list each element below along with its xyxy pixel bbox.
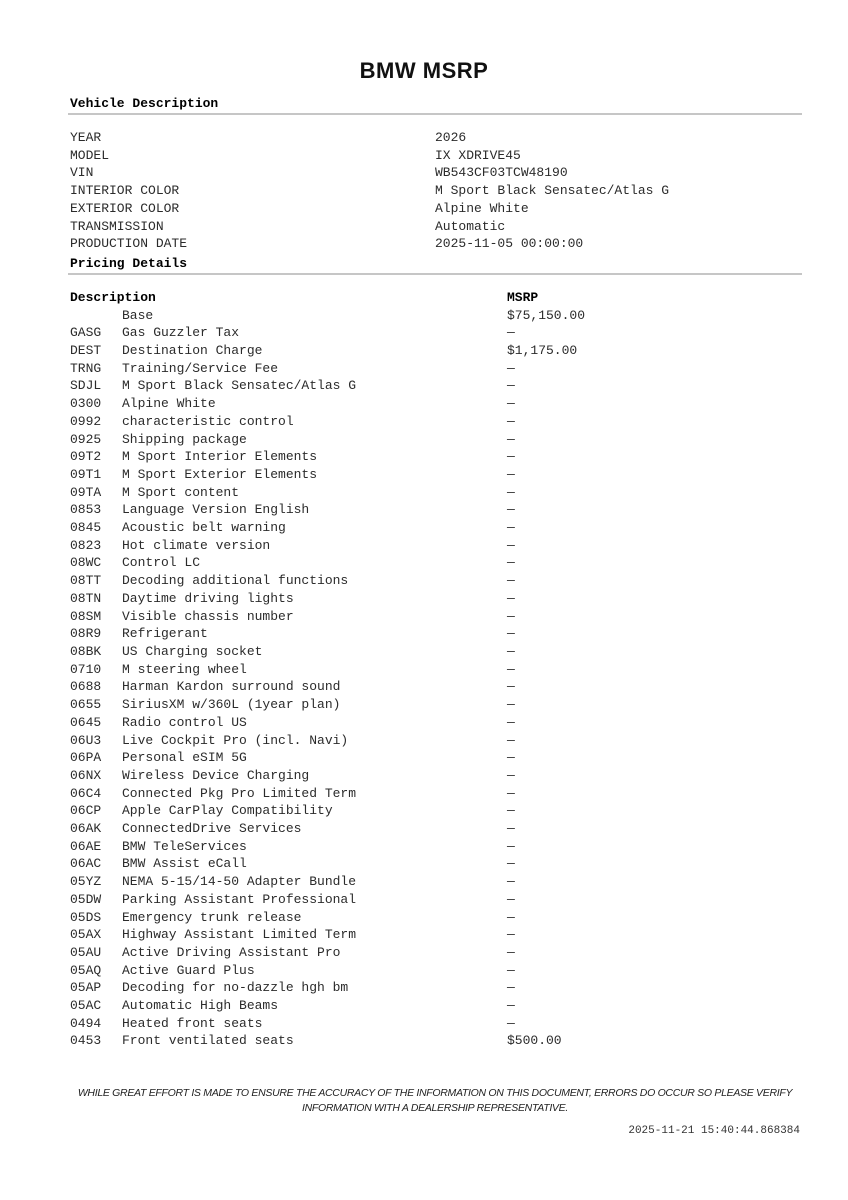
table-row — [68, 767, 802, 785]
vehicle-field-label: MODEL — [70, 147, 110, 163]
option-description: M Sport Interior Elements — [122, 449, 318, 465]
option-code: 08WC — [70, 555, 102, 571]
option-msrp: — — [507, 537, 515, 553]
vehicle-field-label: TRANSMISSION — [70, 218, 164, 234]
option-code: 09TA — [70, 484, 102, 500]
vehicle-field-row — [68, 147, 802, 165]
option-code: 0453 — [70, 1033, 102, 1049]
option-msrp: — — [507, 732, 515, 748]
option-code: 0845 — [70, 520, 102, 536]
option-msrp: — — [507, 502, 515, 518]
option-msrp: — — [507, 980, 515, 996]
option-description: Live Cockpit Pro (incl. Navi) — [122, 732, 349, 748]
option-msrp: — — [507, 325, 515, 341]
option-description: M Sport Black Sensatec/Atlas G — [122, 378, 357, 394]
option-description: Apple CarPlay Compatibility — [122, 803, 333, 819]
table-row — [68, 1032, 802, 1050]
vehicle-field-value: Alpine White — [435, 200, 529, 216]
option-msrp: $500.00 — [507, 1033, 562, 1049]
option-description: Front ventilated seats — [122, 1033, 294, 1049]
option-description: BMW TeleServices — [122, 838, 247, 854]
option-description: US Charging socket — [122, 643, 263, 659]
vehicle-field-label: PRODUCTION DATE — [70, 236, 188, 252]
option-code: 05AQ — [70, 962, 102, 978]
option-msrp: — — [507, 927, 515, 943]
option-msrp: — — [507, 520, 515, 536]
option-code: 0300 — [70, 396, 102, 412]
option-description: Gas Guzzler Tax — [122, 325, 240, 341]
option-description: NEMA 5-15/14-50 Adapter Bundle — [122, 874, 357, 890]
option-code: DEST — [70, 343, 102, 359]
option-code: 0688 — [70, 679, 102, 695]
table-row — [68, 342, 802, 360]
option-msrp: — — [507, 396, 515, 412]
vehicle-field-value: Automatic — [435, 218, 506, 234]
option-code: 06PA — [70, 750, 102, 766]
table-row — [68, 377, 802, 395]
vehicle-field-value: WB543CF03TCW48190 — [435, 165, 568, 181]
option-description: Decoding additional functions — [122, 573, 349, 589]
column-header-description: Description — [70, 289, 156, 305]
option-msrp: $1,175.00 — [507, 343, 578, 359]
table-row — [68, 484, 802, 502]
option-description: Refrigerant — [122, 626, 208, 642]
option-msrp: — — [507, 378, 515, 394]
vehicle-field-label: INTERIOR COLOR — [70, 183, 180, 199]
table-row — [68, 448, 802, 466]
table-row — [68, 944, 802, 962]
vehicle-field-value: IX XDRIVE45 — [435, 147, 521, 163]
option-code: 09T2 — [70, 449, 102, 465]
vehicle-field-value: 2026 — [435, 130, 467, 145]
option-msrp: — — [507, 484, 515, 500]
option-code: 09T1 — [70, 466, 102, 482]
table-row — [68, 926, 802, 944]
option-description: Decoding for no-dazzle hgh bm — [122, 980, 349, 996]
option-msrp: — — [507, 608, 515, 624]
table-row — [68, 307, 802, 325]
table-row — [68, 997, 802, 1015]
table-row — [68, 360, 802, 378]
table-row — [68, 820, 802, 838]
option-msrp: — — [507, 697, 515, 713]
option-msrp: — — [507, 838, 515, 854]
table-row — [68, 413, 802, 431]
option-msrp: — — [507, 874, 515, 890]
table-row — [68, 501, 802, 519]
option-msrp: — — [507, 891, 515, 907]
table-row — [68, 714, 802, 732]
vehicle-field-row — [68, 182, 802, 200]
option-description: characteristic control — [122, 413, 294, 429]
option-code: SDJL — [70, 378, 102, 394]
vehicle-field-row — [68, 200, 802, 218]
option-code: 06AE — [70, 838, 102, 854]
option-description: Alpine White — [122, 396, 216, 412]
table-row — [68, 696, 802, 714]
option-code: 05AU — [70, 944, 102, 960]
pricing-table-header — [68, 289, 802, 307]
table-row — [68, 802, 802, 820]
option-description: Shipping package — [122, 431, 247, 447]
option-description: Hot climate version — [122, 537, 271, 553]
page-title: BMW MSRP — [359, 58, 489, 83]
option-msrp: — — [507, 785, 515, 801]
option-msrp: — — [507, 626, 515, 642]
option-description: Acoustic belt warning — [122, 520, 286, 536]
option-description: Harman Kardon surround sound — [122, 679, 341, 695]
option-code: 08TT — [70, 573, 102, 589]
option-description: Parking Assistant Professional — [122, 891, 357, 907]
option-description: ConnectedDrive Services — [122, 821, 302, 837]
vehicle-field-row — [68, 235, 802, 253]
option-msrp: — — [507, 998, 515, 1014]
option-code: 05YZ — [70, 874, 102, 890]
option-msrp: — — [507, 661, 515, 677]
option-code: 08BK — [70, 643, 102, 659]
vehicle-field-value: 2025-11-05 00:00:00 — [435, 236, 584, 252]
table-row — [68, 590, 802, 608]
option-code: 0710 — [70, 661, 102, 677]
vehicle-field-row — [68, 129, 802, 147]
table-row — [68, 554, 802, 572]
disclaimer-text: WHILE GREAT EFFORT IS MADE TO ENSURE THE ACCURACY OF THE INFORMATION ON THIS DOCUMENT, ERRORS DO OCCUR SO PLEASE VERIFY INFORMATION WITH A DEALERSHIP REPRESENTATIVE. — [77, 1087, 793, 1115]
option-msrp: — — [507, 750, 515, 766]
option-code: 0823 — [70, 537, 102, 553]
option-code: 05AC — [70, 998, 102, 1014]
option-code: 0655 — [70, 697, 102, 713]
table-row — [68, 962, 802, 980]
table-row — [68, 749, 802, 767]
vehicle-description-fields — [68, 115, 802, 253]
vehicle-field-label: YEAR — [70, 130, 102, 145]
option-code — [70, 307, 122, 325]
option-code: 0853 — [70, 502, 102, 518]
option-msrp: — — [507, 944, 515, 960]
table-row — [68, 785, 802, 803]
option-description: M steering wheel — [122, 661, 247, 677]
option-msrp: — — [507, 821, 515, 837]
option-msrp: — — [507, 767, 515, 783]
option-code: 05DW — [70, 891, 102, 907]
pricing-details-heading: Pricing Details — [68, 255, 802, 275]
vehicle-field-value: M Sport Black Sensatec/Atlas G — [435, 183, 670, 199]
option-description: Personal eSIM 5G — [122, 750, 247, 766]
option-msrp: — — [507, 856, 515, 872]
option-code: 06U3 — [70, 732, 102, 748]
option-description: Visible chassis number — [122, 608, 294, 624]
option-description: Base — [122, 307, 154, 323]
vehicle-description-heading: Vehicle Description — [68, 95, 802, 115]
table-row — [68, 855, 802, 873]
option-description: Highway Assistant Limited Term — [122, 927, 357, 943]
option-msrp: — — [507, 1015, 515, 1031]
option-msrp: — — [507, 573, 515, 589]
table-row — [68, 572, 802, 590]
table-row — [68, 732, 802, 750]
option-code: 0645 — [70, 714, 102, 730]
option-description: Training/Service Fee — [122, 360, 279, 376]
option-code: 08R9 — [70, 626, 102, 642]
option-code: 05AP — [70, 980, 102, 996]
option-code: 08SM — [70, 608, 102, 624]
option-code: GASG — [70, 325, 102, 341]
option-msrp: — — [507, 803, 515, 819]
document-content — [68, 95, 802, 1137]
option-code: 06AC — [70, 856, 102, 872]
table-row — [68, 1015, 802, 1033]
option-msrp: — — [507, 909, 515, 925]
option-msrp: — — [507, 466, 515, 482]
option-description: Active Driving Assistant Pro — [122, 944, 341, 960]
option-msrp: — — [507, 679, 515, 695]
option-description: M Sport content — [122, 484, 240, 500]
option-description: SiriusXM w/360L (1year plan) — [122, 697, 341, 713]
option-description: Heated front seats — [122, 1015, 263, 1031]
option-description: Connected Pkg Pro Limited Term — [122, 785, 357, 801]
table-row — [68, 873, 802, 891]
option-description: Emergency trunk release — [122, 909, 302, 925]
table-row — [68, 537, 802, 555]
table-row — [68, 661, 802, 679]
option-code: 08TN — [70, 590, 102, 606]
option-msrp: — — [507, 449, 515, 465]
table-row — [68, 891, 802, 909]
table-row — [68, 324, 802, 342]
table-row — [68, 909, 802, 927]
option-msrp: — — [507, 962, 515, 978]
option-description: M Sport Exterior Elements — [122, 466, 318, 482]
table-row — [68, 678, 802, 696]
option-description: BMW Assist eCall — [122, 856, 247, 872]
option-description: Automatic High Beams — [122, 998, 279, 1014]
vehicle-field-row — [68, 164, 802, 182]
option-msrp: $75,150.00 — [507, 307, 586, 323]
table-row — [68, 519, 802, 537]
option-msrp: — — [507, 360, 515, 376]
option-code: 0925 — [70, 431, 102, 447]
option-description: Radio control US — [122, 714, 247, 730]
option-code: 06CP — [70, 803, 102, 819]
table-row — [68, 466, 802, 484]
option-code: 06AK — [70, 821, 102, 837]
vehicle-field-row — [68, 218, 802, 236]
generated-timestamp: 2025-11-21 15:40:44.868384 — [628, 1125, 800, 1138]
table-row — [68, 395, 802, 413]
option-description: Wireless Device Charging — [122, 767, 310, 783]
option-msrp: — — [507, 714, 515, 730]
table-row — [68, 979, 802, 997]
option-msrp: — — [507, 431, 515, 447]
option-code: 0494 — [70, 1015, 102, 1031]
option-description: Destination Charge — [122, 343, 263, 359]
vehicle-field-label: VIN — [70, 165, 94, 181]
table-row — [68, 643, 802, 661]
option-description: Language Version English — [122, 502, 310, 518]
column-header-msrp: MSRP — [507, 289, 539, 305]
option-description: Active Guard Plus — [122, 962, 255, 978]
table-row — [68, 608, 802, 626]
table-row — [68, 838, 802, 856]
option-code: 0992 — [70, 413, 102, 429]
option-msrp: — — [507, 643, 515, 659]
option-code: TRNG — [70, 360, 102, 376]
option-code: 05DS — [70, 909, 102, 925]
option-description: Control LC — [122, 555, 201, 571]
vehicle-field-label: EXTERIOR COLOR — [70, 200, 180, 216]
option-msrp: — — [507, 413, 515, 429]
option-code: 06C4 — [70, 785, 102, 801]
option-code: 06NX — [70, 767, 102, 783]
option-code: 05AX — [70, 927, 102, 943]
pricing-table-rows — [68, 307, 802, 1051]
option-description: Daytime driving lights — [122, 590, 294, 606]
option-msrp: — — [507, 590, 515, 606]
option-msrp: — — [507, 555, 515, 571]
table-row — [68, 625, 802, 643]
table-row — [68, 431, 802, 449]
